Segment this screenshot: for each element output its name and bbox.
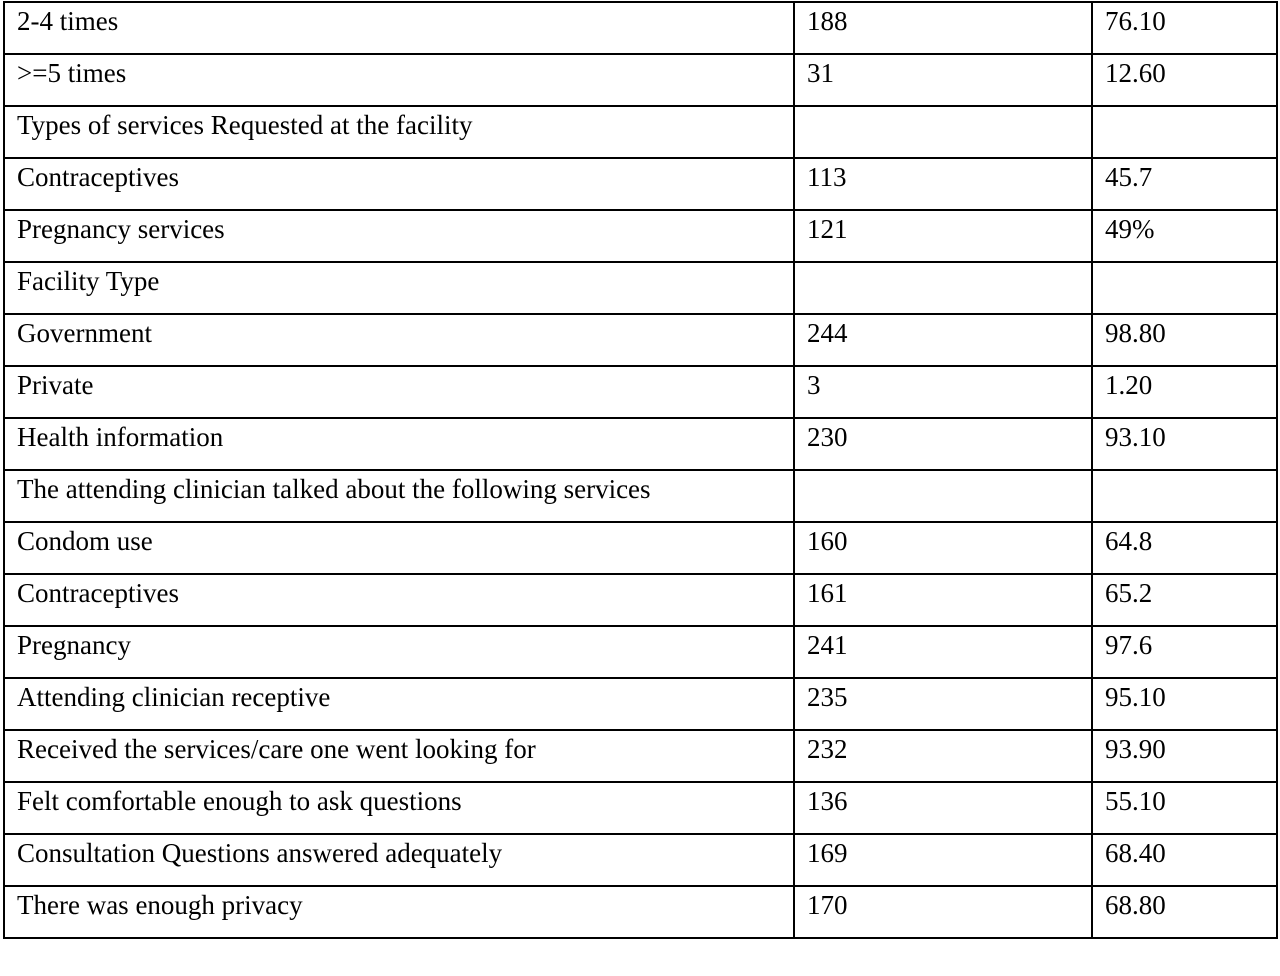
percent-cell bbox=[1092, 834, 1277, 886]
percent-value: 65.2 bbox=[1105, 578, 1153, 608]
row-label-cell bbox=[4, 678, 794, 730]
data-table bbox=[3, 1, 1278, 939]
row-label-cell bbox=[4, 782, 794, 834]
section-header-row bbox=[4, 470, 1277, 522]
table-row bbox=[4, 522, 1277, 574]
percent-value: 12.60 bbox=[1105, 58, 1166, 88]
count-cell bbox=[794, 678, 1092, 730]
count-value: 169 bbox=[807, 838, 848, 868]
table-row bbox=[4, 418, 1277, 470]
percent-cell bbox=[1092, 106, 1277, 158]
count-cell bbox=[794, 2, 1092, 54]
table-row bbox=[4, 314, 1277, 366]
count-value: 230 bbox=[807, 422, 848, 452]
count-cell bbox=[794, 366, 1092, 418]
percent-cell bbox=[1092, 210, 1277, 262]
row-label: Contraceptives bbox=[17, 162, 179, 192]
percent-value: 68.80 bbox=[1105, 890, 1166, 920]
percent-cell bbox=[1092, 262, 1277, 314]
section-header-cell bbox=[4, 262, 794, 314]
count-value: 160 bbox=[807, 526, 848, 556]
row-label: Consultation Questions answered adequately bbox=[17, 838, 503, 868]
row-label-cell bbox=[4, 418, 794, 470]
count-cell bbox=[794, 158, 1092, 210]
table-row bbox=[4, 886, 1277, 938]
count-cell bbox=[794, 106, 1092, 158]
percent-cell bbox=[1092, 470, 1277, 522]
percent-value: 68.40 bbox=[1105, 838, 1166, 868]
row-label-cell bbox=[4, 54, 794, 106]
percent-value: 98.80 bbox=[1105, 318, 1166, 348]
count-value: 188 bbox=[807, 6, 848, 36]
percent-value: 1.20 bbox=[1105, 370, 1153, 400]
row-label: Pregnancy bbox=[17, 630, 131, 660]
percent-value: 55.10 bbox=[1105, 786, 1166, 816]
percent-cell bbox=[1092, 314, 1277, 366]
row-label: There was enough privacy bbox=[17, 890, 303, 920]
count-cell bbox=[794, 626, 1092, 678]
percent-cell bbox=[1092, 678, 1277, 730]
count-cell bbox=[794, 782, 1092, 834]
percent-value: 97.6 bbox=[1105, 630, 1153, 660]
section-header-cell bbox=[4, 470, 794, 522]
percent-value: 93.90 bbox=[1105, 734, 1166, 764]
table-row bbox=[4, 678, 1277, 730]
row-label: Attending clinician receptive bbox=[17, 682, 331, 712]
count-value: 3 bbox=[807, 370, 821, 400]
row-label: 2-4 times bbox=[17, 6, 119, 36]
percent-cell bbox=[1092, 366, 1277, 418]
count-cell bbox=[794, 886, 1092, 938]
row-label-cell bbox=[4, 574, 794, 626]
row-label: Contraceptives bbox=[17, 578, 179, 608]
percent-value: 76.10 bbox=[1105, 6, 1166, 36]
count-value: 235 bbox=[807, 682, 848, 712]
table-row bbox=[4, 2, 1277, 54]
section-header: Types of services Requested at the facility bbox=[17, 110, 473, 140]
count-cell bbox=[794, 522, 1092, 574]
count-value: 161 bbox=[807, 578, 848, 608]
section-header-cell bbox=[4, 106, 794, 158]
row-label-cell bbox=[4, 626, 794, 678]
data-table-container bbox=[3, 1, 1276, 939]
section-header-row bbox=[4, 106, 1277, 158]
percent-value: 45.7 bbox=[1105, 162, 1153, 192]
count-cell bbox=[794, 314, 1092, 366]
row-label-cell bbox=[4, 2, 794, 54]
row-label-cell bbox=[4, 158, 794, 210]
row-label: Health information bbox=[17, 422, 224, 452]
count-cell bbox=[794, 54, 1092, 106]
percent-value: 49% bbox=[1105, 214, 1155, 244]
count-cell bbox=[794, 210, 1092, 262]
percent-cell bbox=[1092, 418, 1277, 470]
count-value: 232 bbox=[807, 734, 848, 764]
table-body bbox=[4, 2, 1277, 938]
row-label-cell bbox=[4, 314, 794, 366]
row-label: Pregnancy services bbox=[17, 214, 225, 244]
count-value: 244 bbox=[807, 318, 848, 348]
percent-value: 93.10 bbox=[1105, 422, 1166, 452]
percent-cell bbox=[1092, 886, 1277, 938]
percent-value: 95.10 bbox=[1105, 682, 1166, 712]
table-row bbox=[4, 730, 1277, 782]
count-cell bbox=[794, 834, 1092, 886]
section-header: Facility Type bbox=[17, 266, 160, 296]
count-value: 170 bbox=[807, 890, 848, 920]
table-row bbox=[4, 626, 1277, 678]
row-label-cell bbox=[4, 730, 794, 782]
percent-cell bbox=[1092, 54, 1277, 106]
percent-cell bbox=[1092, 782, 1277, 834]
table-row bbox=[4, 834, 1277, 886]
count-value: 136 bbox=[807, 786, 848, 816]
row-label-cell bbox=[4, 210, 794, 262]
count-value: 31 bbox=[807, 58, 834, 88]
row-label-cell bbox=[4, 834, 794, 886]
percent-cell bbox=[1092, 522, 1277, 574]
table-row bbox=[4, 366, 1277, 418]
section-header-row bbox=[4, 262, 1277, 314]
row-label: Private bbox=[17, 370, 94, 400]
percent-value: 64.8 bbox=[1105, 526, 1153, 556]
count-value: 113 bbox=[807, 162, 847, 192]
count-cell bbox=[794, 470, 1092, 522]
percent-cell bbox=[1092, 158, 1277, 210]
count-cell bbox=[794, 574, 1092, 626]
table-row bbox=[4, 54, 1277, 106]
count-cell bbox=[794, 730, 1092, 782]
row-label-cell bbox=[4, 886, 794, 938]
count-cell bbox=[794, 418, 1092, 470]
count-value: 121 bbox=[807, 214, 848, 244]
percent-cell bbox=[1092, 626, 1277, 678]
row-label: Felt comfortable enough to ask questions bbox=[17, 786, 462, 816]
percent-cell bbox=[1092, 574, 1277, 626]
row-label: Received the services/care one went looking for bbox=[17, 734, 536, 764]
row-label-cell bbox=[4, 366, 794, 418]
row-label: >=5 times bbox=[17, 58, 127, 88]
section-header: The attending clinician talked about the following services bbox=[17, 474, 651, 504]
percent-cell bbox=[1092, 2, 1277, 54]
count-value: 241 bbox=[807, 630, 848, 660]
table-row bbox=[4, 158, 1277, 210]
table-row bbox=[4, 574, 1277, 626]
row-label: Government bbox=[17, 318, 152, 348]
percent-cell bbox=[1092, 730, 1277, 782]
row-label-cell bbox=[4, 522, 794, 574]
table-row bbox=[4, 210, 1277, 262]
row-label: Condom use bbox=[17, 526, 153, 556]
count-cell bbox=[794, 262, 1092, 314]
table-row bbox=[4, 782, 1277, 834]
